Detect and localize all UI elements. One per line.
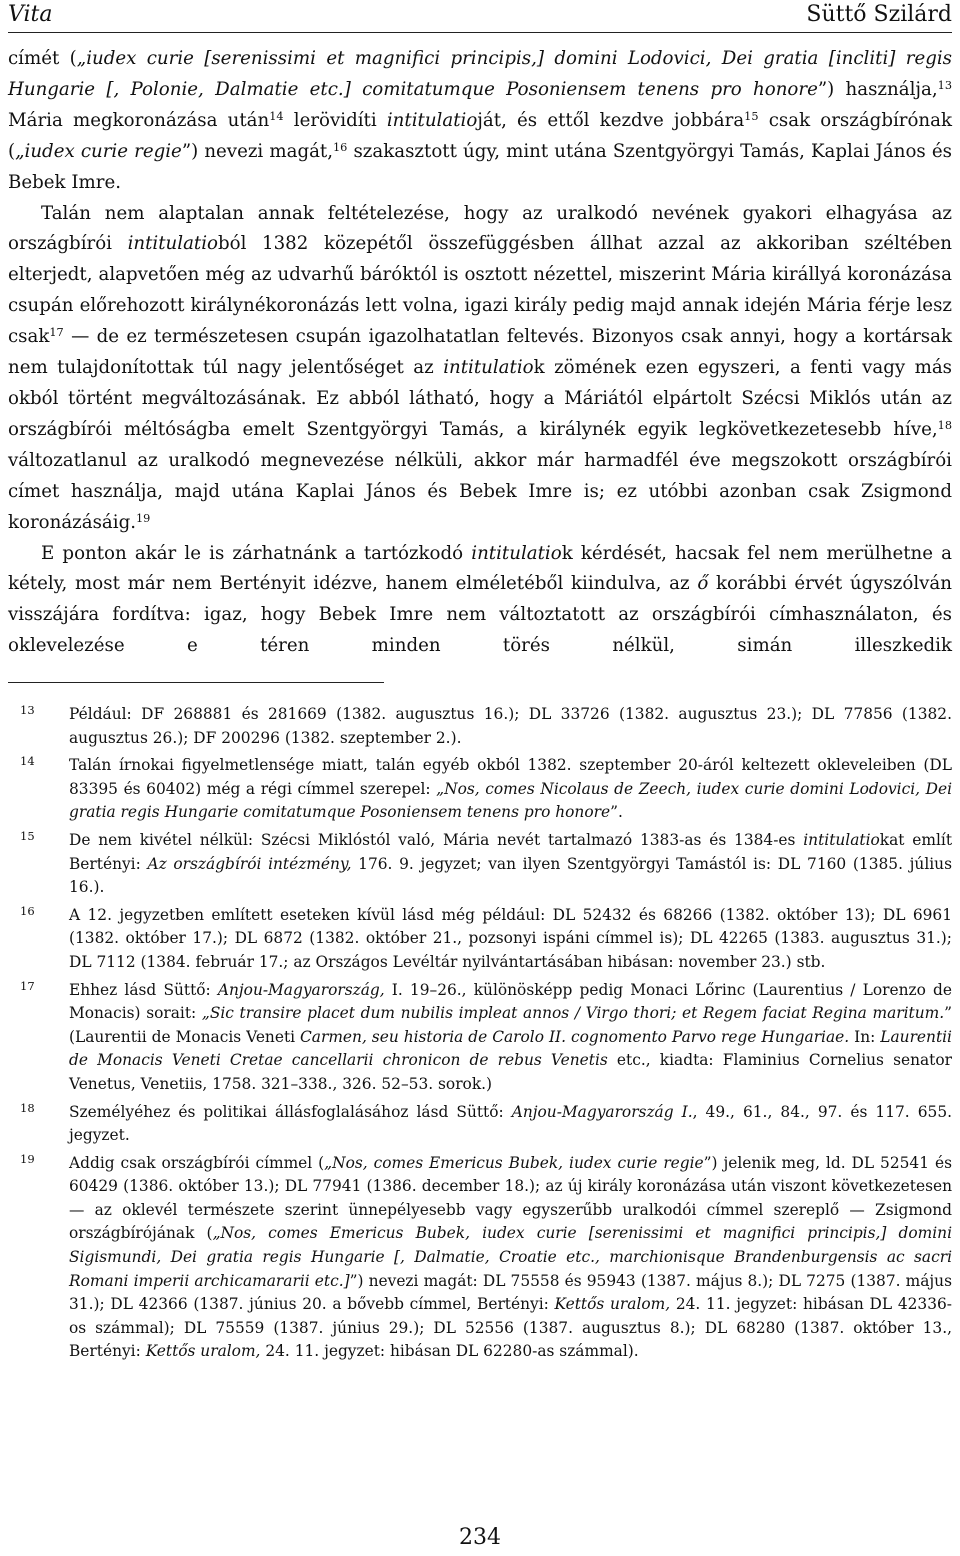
footnote-17 bbox=[8, 979, 952, 1097]
footnote-ref-19: 19 bbox=[136, 511, 151, 525]
text-run: csak országbírónak ( bbox=[8, 109, 953, 162]
footnote-text: Személyéhez és politikai állásfoglalásához lásd Süttő: bbox=[69, 1102, 512, 1121]
text-run: — de ez természetesen csupán igazolhatatlan feltevés. Bizonyos csak annyi, hogy a kortársak nem tulajdonítottak túl nagy jelentőséget az bbox=[8, 326, 952, 379]
footnote-text: 24. 11. jegyzet: hibásan DL 62280-as számmal). bbox=[260, 1342, 639, 1361]
footnote-text: I. 19–26., különösképp pedig Monaci Lőrinc (Laurentius / Lorenzo de Monacis) sorait: bbox=[69, 980, 952, 1023]
footnote-separator bbox=[8, 682, 384, 683]
text-run: változatlanul az uralkodó megnevezése nélküli, akkor már harmadfél éve megszokott országbírói címet használja, majd utána Kaplai János és Bebek Imre is; ez utóbbi azonban csak Zsigmond koronázásáig. bbox=[8, 449, 952, 533]
book-title: Anjou-Magyarország, bbox=[217, 980, 385, 999]
footnote-number: 19 bbox=[20, 1151, 35, 1166]
text-run: ”) használja, bbox=[817, 78, 938, 100]
footnote-number: 16 bbox=[20, 903, 35, 918]
footnotes bbox=[8, 703, 952, 1368]
latin-quote: „Nos, comes Emericus Bubek, iudex curie [serenissimi et magnifici principis,] domini Sigismundi, Dei gratia regis Hungarie [, Dalmatie, Croatie etc., marchionisque Brandenburgensis ac sacri Romani imperii archicamararii etc.] bbox=[69, 1224, 952, 1290]
italic-term: intitulatio bbox=[127, 233, 219, 255]
footnote-text: 24. 11. jegyzet: hibásan DL 42336-os számmal); DL 75559 (1387. június 29.); DL 52556 (1387. augusztus 8.); DL 68280 (1387. október 13., Bertényi: bbox=[69, 1295, 953, 1361]
main-text bbox=[8, 44, 952, 662]
footnote-ref-13: 13 bbox=[937, 79, 952, 93]
footnote-19 bbox=[8, 1152, 952, 1364]
page-number: 234 bbox=[459, 1525, 501, 1550]
paragraph-2 bbox=[8, 199, 952, 539]
text-run: Talán nem alaptalan annak feltételezése, hogy az uralkodó nevének gyakori elhagyása az országbírói bbox=[8, 202, 952, 255]
text-run: ból 1382 közepétől összefüggésben állhat azzal az akkoriban széltében elterjedt, alapvetően még az udvarhű báróktól is osztott nézettel, miszerint Mária királlyá koronázása csupán előrehozott királynékoronázás lett volna, igazi király pedig majd annak idején Mária férje lesz csak bbox=[8, 233, 953, 348]
footnote-ref-16: 16 bbox=[333, 140, 348, 154]
footnote-number: 17 bbox=[20, 978, 35, 993]
running-header bbox=[8, 0, 952, 33]
italic-term: intitulatio bbox=[803, 830, 880, 849]
footnote-ref-18: 18 bbox=[937, 419, 952, 433]
paragraph-1 bbox=[8, 44, 952, 199]
footnote-text: 176. 9. jegyzet; van ilyen Szentgyörgyi Tamástól is: DL 7160 (1385. július 16.). bbox=[69, 854, 952, 897]
text-run: korábbi érvét úgyszólván visszájára fordítva: igaz, hogy Bebek Imre nem változtatott az országbírói címhasználaton, és oklevelezése e téren minden törés nélkül, simán illeszkedik bbox=[8, 573, 952, 657]
latin-title-quote: „iudex curie [serenissimi et magnifici principis,] domini Lodovici, Dei gratia [incliti] regis Hungarie [, Polonie, Dalmatie etc.] comitatumque Posoniensem tenens pro honore bbox=[8, 48, 952, 100]
italic-term: intitulatio bbox=[386, 109, 478, 131]
footnote-number: 15 bbox=[20, 828, 35, 843]
footnote-text: ” (Laurentii de Monacis Veneti bbox=[69, 1004, 952, 1046]
footnote-text: Például: DF 268881 és 281669 (1382. augusztus 16.); DL 33726 (1382. augusztus 23.); DL 77856 (1382. augusztus 26.); DF 200296 (1382. szeptember 2.). bbox=[69, 705, 952, 747]
footnote-text: Ehhez lásd Süttő: bbox=[69, 980, 218, 999]
footnote-14 bbox=[8, 754, 952, 825]
footnote-18 bbox=[8, 1101, 952, 1148]
book-title: Kettős uralom, bbox=[145, 1342, 261, 1361]
footnote-16 bbox=[8, 904, 952, 975]
text-run: k kérdését, hacsak fel nem merülhetne a kétely, most már nem Bertényit idézve, hanem elméletéből kiindulva, az bbox=[8, 542, 952, 595]
text-run: ”) nevezi magát, bbox=[181, 140, 334, 162]
footnote-number: 13 bbox=[20, 703, 35, 717]
latin-quote: „Sic transire placet dum nubilis impleat annos / Virgo thori; et Regem faciat Regina maritum. bbox=[201, 1004, 945, 1023]
footnote-text: De nem kivétel nélkül: Szécsi Miklóstól való, Mária nevét tartalmazó 1383-as és 1384-es bbox=[69, 830, 804, 849]
footnote-ref-14: 14 bbox=[269, 109, 284, 123]
text-run: Mária megkoronázása után bbox=[8, 109, 270, 131]
footnote-text: , 49., 61., 84., 97. és 117. 655. jegyzet. bbox=[69, 1102, 952, 1145]
footnote-text: Talán írnokai figyelmetlensége miatt, talán egyéb okból 1382. szeptember 20-áról keltezett okleveleiben (DL 83395 és 60402) még a régi címmel szerepel: bbox=[69, 756, 952, 798]
footnote-ref-17: 17 bbox=[49, 326, 64, 340]
book-title: Az országbírói intézmény, bbox=[147, 854, 352, 873]
footnote-ref-15: 15 bbox=[744, 109, 759, 123]
latin-title-quote: „iudex curie regie bbox=[15, 140, 182, 162]
book-title: Anjou-Magyarország I. bbox=[511, 1102, 693, 1121]
text-run: címét ( bbox=[8, 48, 77, 69]
footnote-text: ”. bbox=[610, 803, 623, 822]
italic-term: intitulatio bbox=[443, 357, 534, 379]
book-title: Kettős uralom, bbox=[554, 1295, 671, 1314]
footnote-text: A 12. jegyzetben említett eseteken kívül lásd még például: DL 52432 és 68266 (1382. október 13); DL 6961 (1382. október 17.); DL 6872 (1382. október 21., pozsonyi ispáni címmel is); DL 42265 (1383. augusztus 31.); DL 7112 (1384. február 17.; az Országos Levéltár nyilvántartásában hibásan: november 23.) stb. bbox=[69, 905, 952, 971]
footnote-number: 14 bbox=[20, 754, 35, 769]
italic-term: ő bbox=[697, 573, 709, 595]
footnote-text: Addig csak országbírói címmel ( bbox=[69, 1153, 325, 1172]
footnote-15 bbox=[8, 829, 952, 900]
book-title: Laurentii de Monacis Veneti Cretae cancellarii chronicon de rebus Venetis bbox=[69, 1027, 952, 1070]
footnote-number: 18 bbox=[20, 1100, 35, 1115]
header-author: Süttő Szilárd bbox=[806, 2, 952, 27]
text-run: E ponton akár le is zárhatnánk a tartózkodó bbox=[41, 542, 472, 564]
text-run: lerövidíti bbox=[283, 109, 387, 131]
footnote-text: kat említ Bertényi: bbox=[69, 830, 953, 873]
footnote-text: In: bbox=[849, 1027, 881, 1046]
latin-quote: „Nos, comes Emericus Bubek, iudex curie regie bbox=[324, 1153, 704, 1172]
paragraph-3 bbox=[8, 539, 952, 663]
latin-quote: „Nos, comes Nicolaus de Zeech, iudex curie domini Lodovici, Dei gratia regis Hungarie comitatumque Posoniensem tenens pro honore bbox=[69, 779, 952, 822]
footnote-13 bbox=[8, 703, 952, 750]
footnote-text: ”) jelenik meg, ld. DL 52541 és 60429 (1386. október 13.); DL 77941 (1386. december 18.); az új király koronázása után viszont következetesen — az oklevél természete szerint ünnepélyesebb vagy egyszerűbb uralkodói címmel szereplő — Zsigmond országbírójának ( bbox=[69, 1153, 952, 1243]
footnote-text: etc., kiadta: Flaminius Cornelius senator Venetus, Venetiis, 1758. 321–338., 326. 52–53. sorok.) bbox=[69, 1051, 952, 1093]
italic-term: intitulatio bbox=[471, 542, 562, 564]
book-title: Carmen, seu historia de Carolo II. cognomento Parvo rege Hungariae. bbox=[300, 1027, 850, 1046]
header-section-title: Vita bbox=[8, 2, 53, 27]
text-run: k zömének ezen egyszeri, a fenti vagy más okból történt megváltozásának. Ez abból látható, hogy a Máriától elpártolt Szécsi Miklós után az országbírói méltóságba emelt Szentgyörgyi Tamás, a királynék egyik legkövetkezetesebb híve, bbox=[8, 357, 953, 440]
text-run: ját, és ettől kezdve jobbára bbox=[477, 109, 745, 131]
footnote-text: ”) nevezi magát: DL 75558 és 95943 (1387. május 8.); DL 7275 (1387. május 31.); DL 42366 (1387. június 20. a bővebb címmel, Bertényi: bbox=[69, 1271, 952, 1314]
text-run: szakasztott úgy, mint utána Szentgyörgyi Tamás, Kaplai János és Bebek Imre. bbox=[8, 140, 952, 193]
